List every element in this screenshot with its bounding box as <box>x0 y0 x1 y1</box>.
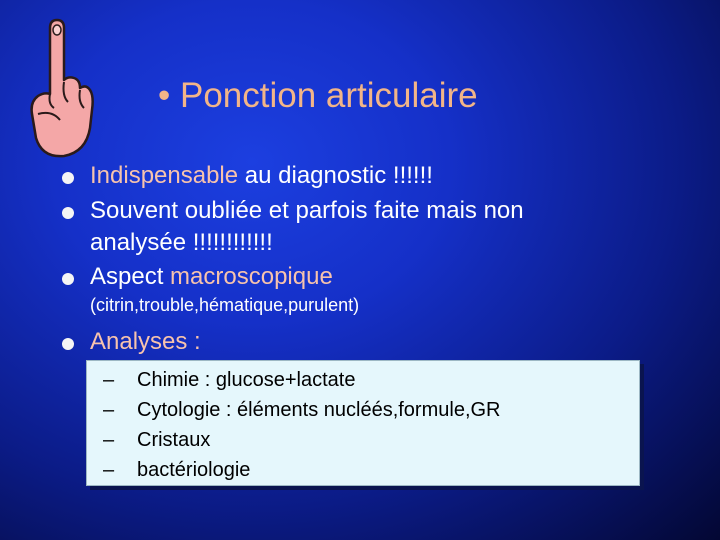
aspect-details: (citrin,trouble,hématique,purulent) <box>90 295 360 315</box>
list-item <box>103 365 639 395</box>
analyses-list <box>87 361 639 485</box>
list-item <box>103 455 639 485</box>
bullet-highlight: macroscopique <box>170 263 333 290</box>
list-item-text: bactériologie <box>137 459 251 481</box>
dash-marker: – <box>103 369 115 391</box>
bullet-dot <box>62 338 74 350</box>
dash-marker: – <box>103 429 115 451</box>
bullet-dot <box>62 207 74 219</box>
bullet-highlight: Indispensable <box>90 162 239 189</box>
list-item-text: Chimie : glucose+lactate <box>137 369 356 391</box>
dash-marker: – <box>103 399 115 421</box>
bullet-item-diagnostic <box>62 160 433 191</box>
analyses-box <box>86 360 640 486</box>
bullet-text-continuation: analysée !!!!!!!!!!!! <box>90 229 273 256</box>
bullet-text: Souvent oubliée et parfois faite mais non <box>90 197 524 224</box>
bullet-dot <box>62 273 74 285</box>
bullet-item-aspect <box>62 261 333 292</box>
list-item <box>103 395 639 425</box>
list-item-text: Cristaux <box>137 429 211 451</box>
bullet-highlight: Analyses : <box>90 328 201 355</box>
slide-title: • Ponction articulaire <box>158 76 478 115</box>
list-item-text: Cytologie : éléments nucléés,formule,GR <box>137 399 501 421</box>
bullet-text: au diagnostic !!!!!! <box>238 162 433 189</box>
bullet-dot <box>62 172 74 184</box>
raised-index-finger-hand-icon <box>28 18 94 160</box>
bullet-item-analyses <box>62 326 201 357</box>
bullet-item-oubliee <box>62 195 524 226</box>
bullet-text: Aspect <box>90 263 171 290</box>
list-item <box>103 425 639 455</box>
dash-marker: – <box>103 459 115 481</box>
